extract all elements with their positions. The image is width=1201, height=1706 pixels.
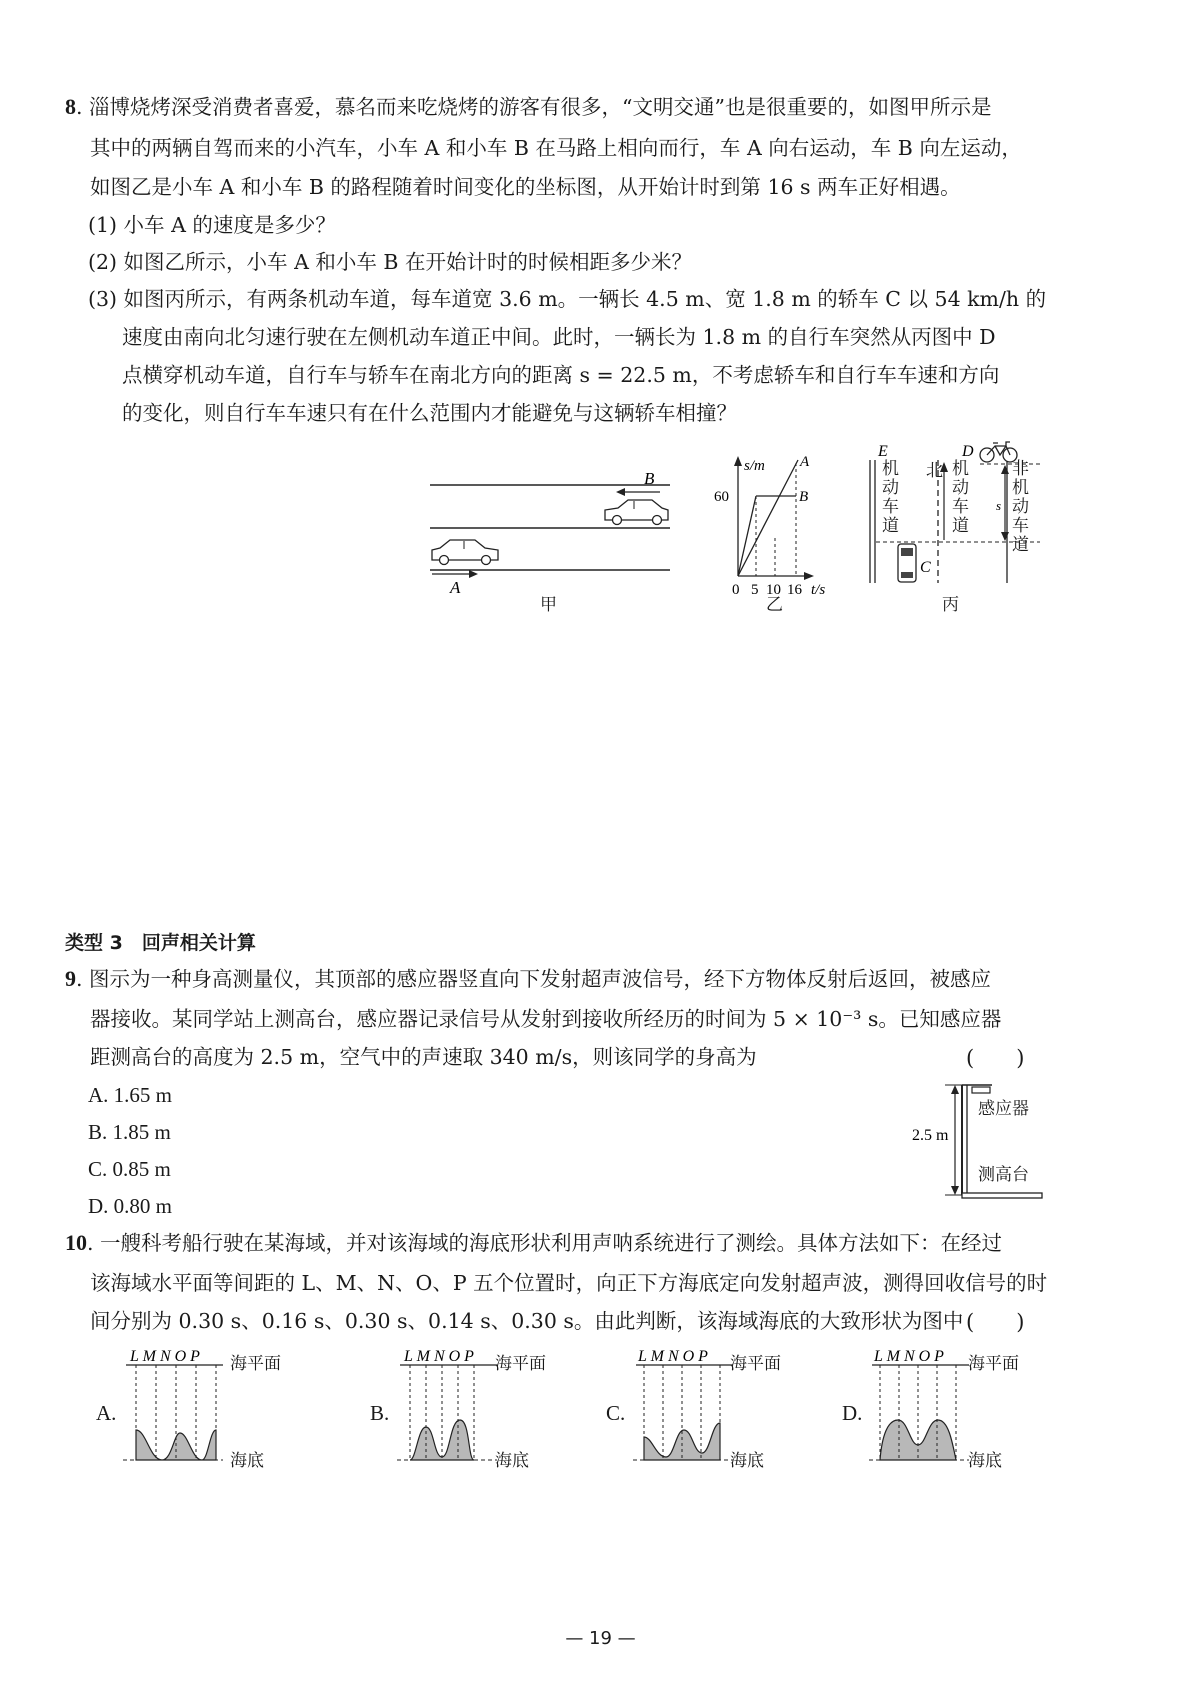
yi-ylabel: s/m [744, 458, 765, 474]
q8-number: 8 [65, 94, 76, 119]
height-label: 2.5 m [912, 1127, 949, 1144]
car-b-icon [605, 500, 668, 525]
q8-sub-1: (1) 小车 A 的速度是多少？ [88, 213, 336, 237]
sea-level-label: 海平面 [730, 1354, 781, 1374]
points-label: L M N O P [130, 1348, 200, 1365]
sea-level-label: 海平面 [230, 1354, 281, 1374]
yi-ytick-60: 60 [714, 489, 729, 505]
q9-number: 9 [65, 966, 76, 991]
right-lane-label: 机动车道 [952, 459, 969, 536]
figure-bing-label: 丙 [942, 595, 959, 615]
q9-line-3: 距测高台的高度为 2.5 m，空气中的声速取 340 m/s，则该同学的身高为 [90, 1045, 757, 1069]
q9-answer-paren[interactable]: ( ) [966, 1046, 1025, 1070]
q8-sub-3-line-4: 的变化，则自行车车速只有在什么范围内才能避免与这辆轿车相撞？ [122, 401, 737, 425]
q9-option-b[interactable]: B. 1.85 m [88, 1120, 171, 1144]
yi-line-a-label: A [800, 454, 810, 470]
sea-floor-label: 海底 [730, 1451, 764, 1471]
point-e-label: E [878, 443, 888, 460]
q9-option-d[interactable]: D. 0.80 m [88, 1194, 172, 1218]
q9-option-a[interactable]: A. 1.65 m [88, 1083, 172, 1107]
section-title: 类型 3 回声相关计算 [65, 932, 256, 954]
points-label: L M N O P [404, 1348, 474, 1365]
yi-line-b-label: B [799, 489, 809, 505]
q8-sub-3-line-3: 点横穿机动车道，自行车与轿车在南北方向的距离 s = 22.5 m，不考虑轿车和自行车车速和方向 [122, 363, 1000, 387]
q10-number: 10 [65, 1230, 87, 1255]
yi-xtick-16: 16 [787, 582, 802, 598]
sea-level-label: 海平面 [495, 1354, 546, 1374]
q9-option-c[interactable]: C. 0.85 m [88, 1157, 171, 1181]
q8-line-1: 8. 淄博烧烤深受消费者喜爱，慕名而来吃烧烤的游客有很多，“文明交通”也是很重要的，如图甲所示是 [65, 94, 992, 119]
north-label: 北 [926, 461, 943, 481]
left-lane-label: 机动车道 [882, 459, 899, 536]
car-b-label: B [644, 469, 655, 488]
q8-sub-2: (2) 如图乙所示，小车 A 和小车 B 在开始计时的时候相距多少米？ [88, 250, 692, 274]
yi-xlabel: t/s [811, 582, 826, 598]
points-label: L M N O P [874, 1348, 944, 1365]
q10-option-b-label[interactable]: B. [370, 1401, 390, 1425]
q8-sub-3-line-1: (3) 如图丙所示，有两条机动车道，每车道宽 3.6 m。一辆长 4.5 m、宽 1.8 m 的轿车 C 以 54 km/h 的 [88, 287, 1047, 311]
figure-jia-road [420, 460, 680, 610]
sea-level-label: 海平面 [968, 1354, 1019, 1374]
seafloor-figure-a [118, 1345, 228, 1465]
yi-xtick-5: 5 [751, 582, 759, 598]
car-a-icon [432, 540, 498, 565]
q10-answer-paren[interactable]: ( ) [966, 1310, 1025, 1334]
seafloor-figure-b [392, 1345, 502, 1465]
q8-sub-3-line-2: 速度由南向北匀速行驶在左侧机动车道正中间。此时，一辆长为 1.8 m 的自行车突然从丙图中 D [122, 325, 996, 349]
figure-jia-label: 甲 [540, 595, 557, 615]
figure-yi-label: 乙 [766, 595, 783, 615]
yi-xtick-10: 10 [766, 582, 781, 598]
sea-floor-label: 海底 [968, 1451, 1002, 1471]
platform-label: 测高台 [978, 1165, 1029, 1185]
q10-option-d-label[interactable]: D. [842, 1401, 863, 1425]
non-motor-lane-label: 非机动车道 [1012, 459, 1029, 555]
q10-line-1: 10. 一艘科考船行驶在某海域，并对该海域的海底形状利用声呐系统进行了测绘。具体方法如下：在经过 [65, 1230, 1003, 1255]
page-number: — 19 — [565, 1628, 636, 1649]
q10-option-a-label[interactable]: A. [96, 1401, 117, 1425]
car-c-icon [898, 544, 916, 582]
figure-yi-graph [700, 448, 850, 613]
q8-line-2: 其中的两辆自驾而来的小汽车，小车 A 和小车 B 在马路上相向而行，车 A 向右运动，车 B 向左运动， [90, 136, 1022, 160]
q10-option-c-label[interactable]: C. [606, 1401, 626, 1425]
yi-origin: 0 [732, 582, 740, 598]
car-a-label: A [450, 578, 461, 597]
q8-line-3: 如图乙是小车 A 和小车 B 的路程随着时间变化的坐标图，从开始计时到第 16 s 两车正好相遇。 [90, 175, 961, 199]
q9-line-1: 9. 图示为一种身高测量仪，其顶部的感应器竖直向下发射超声波信号，经下方物体反射后返回，被感应 [65, 966, 992, 991]
q10-line-2: 该海域水平面等间距的 L、M、N、O、P 五个位置时，向正下方海底定向发射超声波，测得回收信号的时 [90, 1271, 1048, 1295]
seafloor-figure-c [628, 1345, 738, 1465]
car-c-label: C [920, 559, 931, 576]
distance-s-label: s [996, 498, 1002, 513]
q10-line-3: 间分别为 0.30 s、0.16 s、0.30 s、0.14 s、0.30 s。由此判断，该海域海底的大致形状为图中 [90, 1309, 964, 1333]
sea-floor-label: 海底 [495, 1451, 529, 1471]
q9-line-2: 器接收。某同学站上测高台，感应器记录信号从发射到接收所经历的时间为 5 × 10⁻³ s。已知感应器 [90, 1007, 1002, 1031]
seafloor-figure-d [864, 1345, 974, 1465]
point-d-label: D [962, 443, 974, 460]
points-label: L M N O P [638, 1348, 708, 1365]
sea-floor-label: 海底 [230, 1451, 264, 1471]
sensor-label: 感应器 [978, 1099, 1029, 1119]
